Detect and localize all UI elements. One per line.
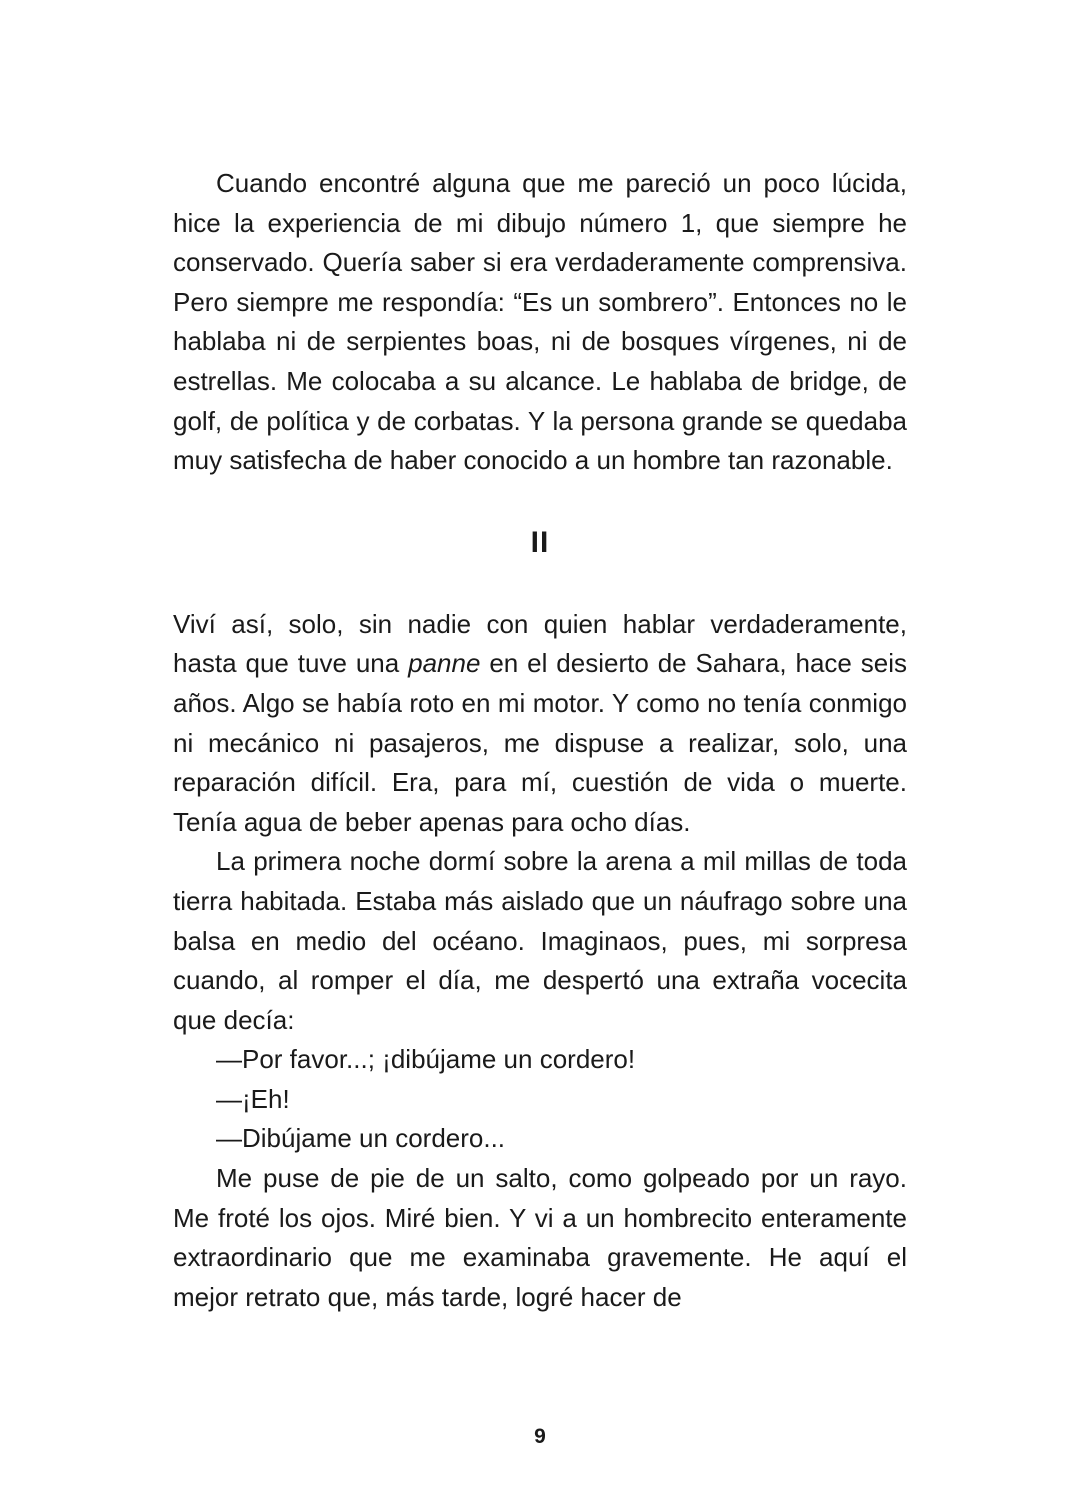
page-number: 9 xyxy=(534,1425,546,1448)
dialogue-line-3: —Dibújame un cordero... xyxy=(216,1123,506,1154)
chapter-heading: II xyxy=(530,525,550,559)
paragraph-2-text-a: Viví así, solo, sin nadie con quien hablar verdaderamente, hasta que tuve una xyxy=(173,608,907,679)
page-body xyxy=(173,164,907,1317)
paragraph-4: Me puse de pie de un salto, como golpeado por un rayo. Me froté los ojos. Miré bien. Y vi a un hombrecito enteramente extraordinario que me examinaba gravemente. He aquí el mejor retrato que, más tarde, logré hacer de xyxy=(173,1163,907,1312)
paragraph-1: Cuando encontré alguna que me pareció un poco lúcida, hice la experiencia de mi dibujo número 1, que siempre he conservado. Quería saber si era verdaderamente comprensiva. Pero siempre me respondía: “Es un sombrero”. Entonces no le hablaba ni de serpientes boas, ni de bosques vírgenes, ni de estrellas. Me colocaba a su alcance. Le hablaba de bridge, de golf, de política y de corbatas. Y la persona grande se quedaba muy satisfecha de haber conocido a un hombre tan razonable. xyxy=(173,168,907,476)
paragraph-3: La primera noche dormí sobre la arena a mil millas de toda tierra habitada. Estaba más aislado que un náufrago sobre una balsa en medio del océano. Imaginaos, pues, mi sorpresa cuando, al romper el día, me despertó una extraña vocecita que decía: xyxy=(173,846,907,1035)
dialogue-line-1: —Por favor...; ¡dibújame un cordero! xyxy=(216,1044,636,1075)
dialogue-line-2: —¡Eh! xyxy=(216,1083,290,1114)
paragraph-2-text-b: en el desierto de Sahara, hace seis años. Algo se había roto en mi motor. Y como no tenía conmigo ni mecánico ni pasajeros, me dispuse a realizar, solo, una reparación difícil. Era, para mí, cuestión de vida o muerte. Tenía agua de beber apenas para ocho días. xyxy=(173,648,907,837)
paragraph-2-italic-word: panne xyxy=(408,648,481,679)
paragraph-2 xyxy=(173,605,907,843)
